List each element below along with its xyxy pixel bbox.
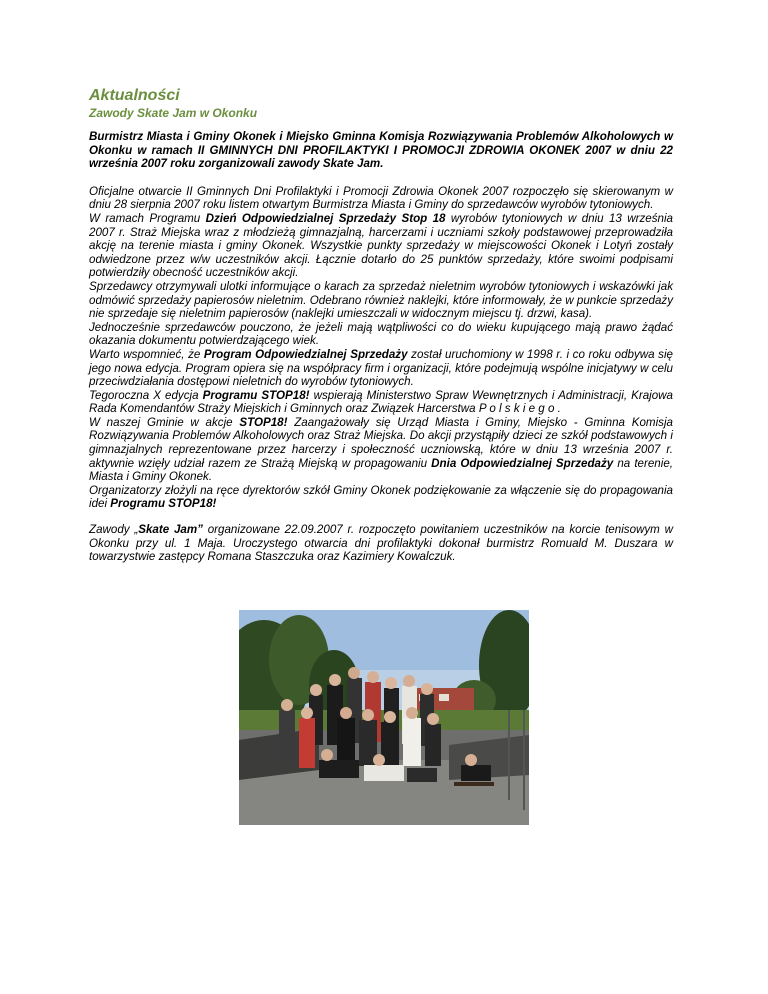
bold-run: Dzień Odpowiedzialnej Sprzedaży Stop 18 bbox=[205, 211, 446, 225]
paragraph-leaflets: Sprzedawcy otrzymywali ulotki informujące o karach za sprzedaż nieletnim wyrobów tytoniowych i wskazówki jak odmówić sprzedaży papierosów nieletnim. Odebrano również naklejki, które informowały, że w punkcie sprzedaży nie sprzedaje się nieletnim papierosów (naklejki umieszczali w widocznym miejscu tj. drzwi, kasa). bbox=[89, 279, 673, 321]
paragraph-local-action bbox=[89, 416, 673, 484]
bold-run: Programu STOP18! bbox=[110, 497, 217, 511]
text-run: wyrobów tytoniowych w dniu 13 września 2007 r. Straż Miejska wraz z młodzieżą gimnazjalną, harcerzami i uczniami szkoły podstawowej przeprowadziła akcję na terenie miasta i gminy Okonek. Wszystkie punkty sprzedaży w miejscowości Okonek i Lotyń zostały odwiedzone przez w/w uczestników akcji. Łącznie dotarło do 25 punktów sprzedaży, które swoimi podpisami potwierdziły obecność uczestników akcji. bbox=[89, 211, 673, 280]
bold-run: STOP18! bbox=[239, 415, 288, 429]
lead-paragraph: Burmistrz Miasta i Gminy Okonek i Miejsko Gminna Komisja Rozwiązywania Problemów Alkoholowych w Okonku w ramach II GMINNYCH DNI PROFILAKTYKI I PROMOCJI ZDROWIA OKONEK 2007 w dniu 22 września 2007 roku zorganizowali zawody Skate Jam. bbox=[89, 130, 673, 171]
text-run: został uruchomiony w 1998 r. i co roku odbywa się jego nowa edycja. Program opiera się na współpracy firm i organizacji, które podejmują wspólne inicjatywy w celu przeciwdziałania dostępowi nieletnich do wyrobów tytoniowych. bbox=[89, 347, 673, 389]
paragraph-thanks bbox=[89, 484, 673, 511]
text-run: wspierają Ministerstwo Spraw Wewnętrznych i Administracji, Krajowa Rada Komendantów Straży Miejskich i Gminnych oraz Związek Harcerstwa P o l s k i e g o . bbox=[89, 388, 673, 416]
group-photo-illustration bbox=[239, 610, 529, 825]
group-photo bbox=[239, 610, 529, 825]
bold-run: Dnia Odpowiedzialnej Sprzedaży bbox=[431, 456, 614, 470]
article-title: Zawody Skate Jam w Okonku bbox=[89, 106, 258, 120]
text-run: na terenie, Miasta i Gminy Okonek. bbox=[89, 456, 673, 484]
text-run: W naszej Gminie w akcje bbox=[89, 415, 240, 429]
text-run: Warto wspomnieć, że bbox=[89, 347, 204, 361]
paragraph-gap bbox=[89, 511, 673, 523]
text-run: Tegoroczna X edycja bbox=[89, 388, 203, 402]
section-title: Aktualności bbox=[89, 87, 180, 104]
paragraph-history bbox=[89, 348, 673, 389]
paragraph-opening: Oficjalne otwarcie II Gminnych Dni Profilaktyki i Promocji Zdrowia Okonek 2007 rozpoczęło się skierowanym w dniu 28 sierpnia 2007 roku listem otwartym Burmistrza Miasta i Gminy do sprzedawców wyrobów tytoniowych. bbox=[89, 184, 673, 212]
paragraph-instruction: Jednocześnie sprzedawców pouczono, że jeżeli mają wątpliwości co do wieku kupującego mają prawo żądać okazania dokumentu potwierdzającego wiek. bbox=[89, 320, 673, 348]
bold-run: Skate Jam” bbox=[138, 523, 203, 537]
article-content bbox=[89, 86, 673, 564]
text-run: organizowane 22.09.2007 r. rozpoczęto powitaniem uczestników na korcie tenisowym w Okonku przy ul. 1 Maja. Uroczystego otwarcia dni profilaktyki dokonał burmistrz Romuald M. Duszara w towarzystwie zastępcy Romana Staszczuka oraz Kazimiery Kowalczuk. bbox=[89, 523, 673, 564]
text-run: Organizatorzy złożyli na ręce dyrektorów szkół Gminy Okonek podziękowanie za włączenie się do propagowania idei bbox=[89, 483, 673, 511]
text-run: W ramach Programu bbox=[89, 211, 206, 225]
text-run: Zaangażowały się Urząd Miasta i Gminy, Miejsko - Gminna Komisja Rozwiązywania Problemów Alkoholowych oraz Straż Miejska. Do akcji przystąpiły dzieci ze szkół podstawowych i gimnazjalnych reprezentowane przez harcerzy i społeczność uczniowską, które w dniu 13 września 2007 r. aktywnie wzięły udział razem ze Strażą Miejską w propagowaniu bbox=[89, 415, 673, 470]
bold-run: Programu STOP18! bbox=[202, 388, 310, 402]
bold-run: Program Odpowiedzialnej Sprzedaży bbox=[203, 347, 408, 361]
paragraph-sponsors bbox=[89, 389, 673, 416]
paragraph-program bbox=[89, 212, 673, 280]
text-run: Zawody „ bbox=[89, 523, 139, 537]
paragraph-skate-jam bbox=[89, 523, 673, 564]
